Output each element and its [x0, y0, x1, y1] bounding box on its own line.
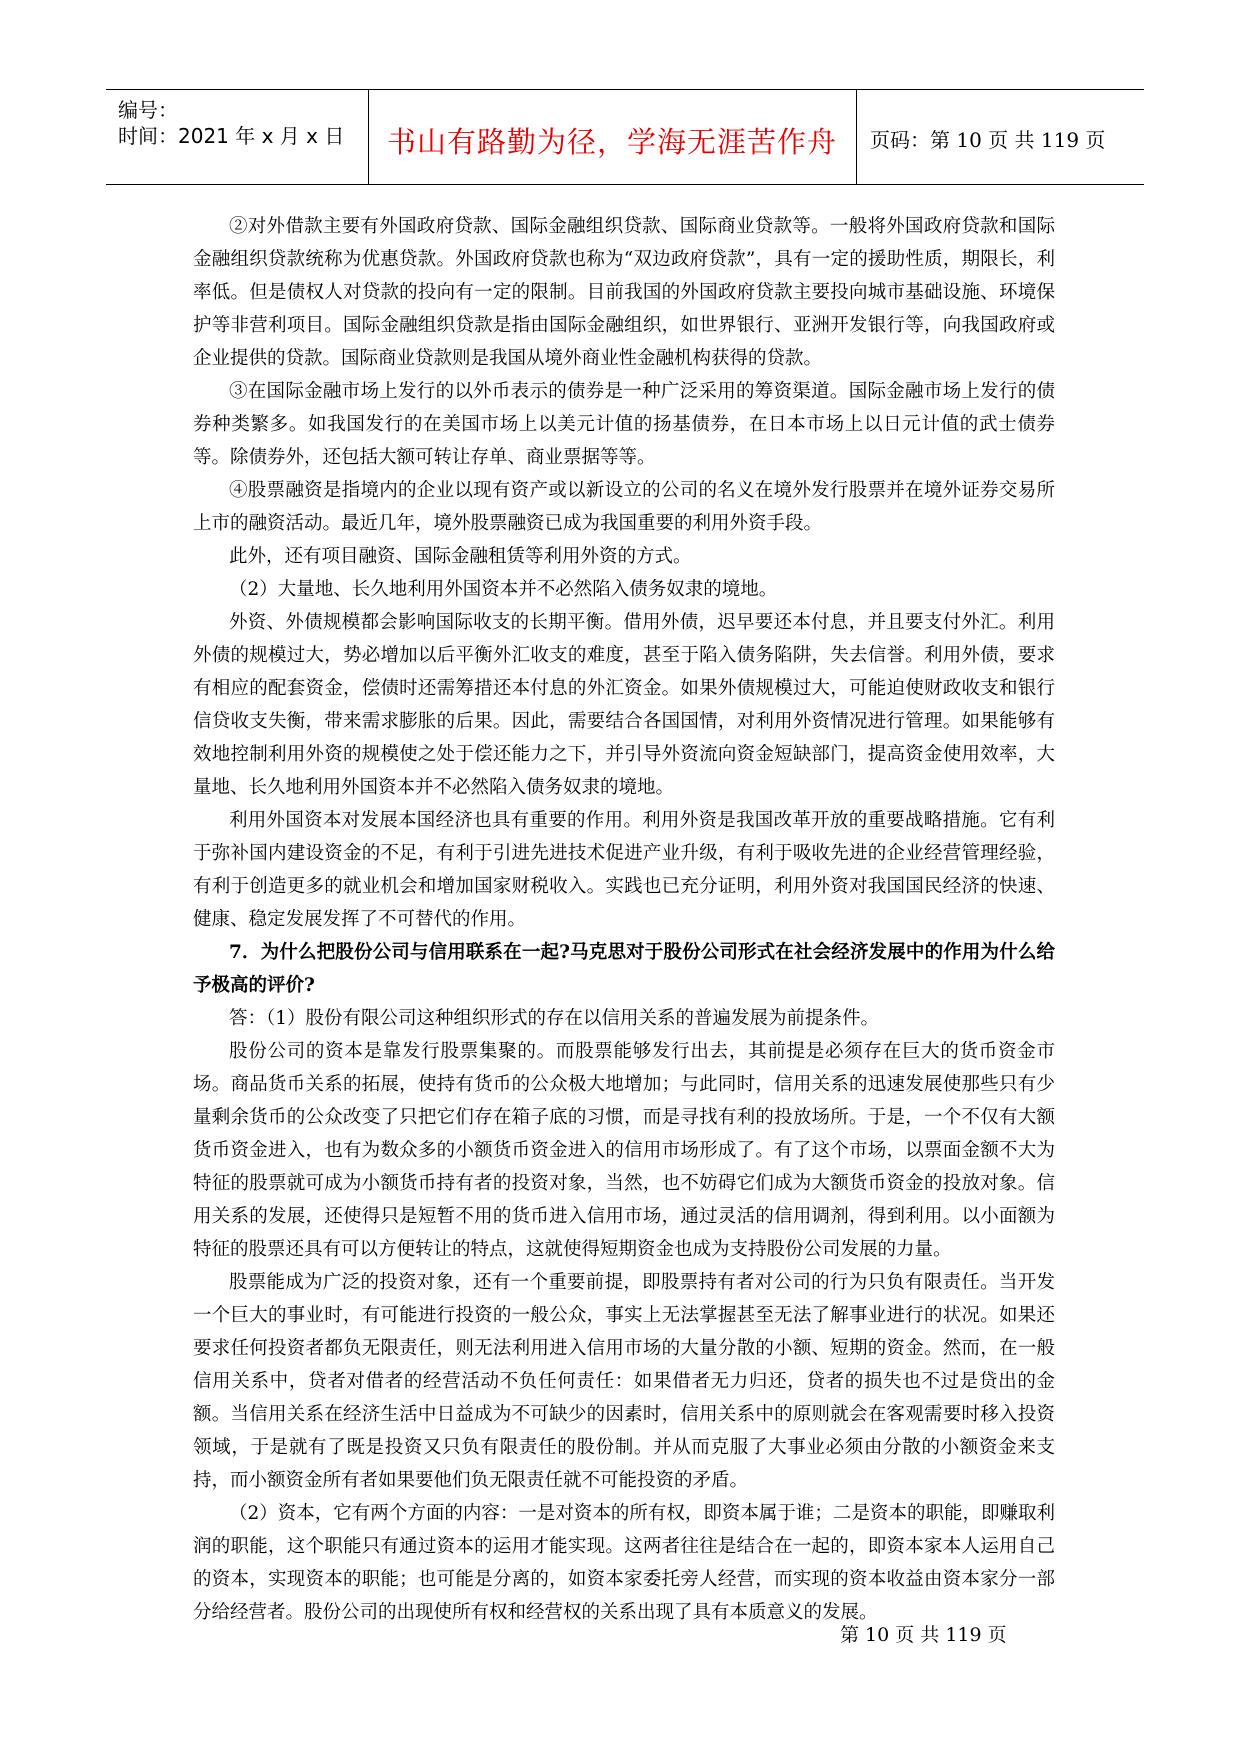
header-left-cell: [106, 90, 369, 184]
paragraph: 外资、外债规模都会影响国际收支的长期平衡。借用外债，迟早要还本付息，并且要支付外汇。利用外债的规模过大，势必增加以后平衡外汇收支的难度，甚至于陷入债务陷阱，失去信誉。利用外债，要求有相应的配套资金，偿债时还需筹措还本付息的外汇资金。如果外债规模过大，可能迫使财政收支和银行信贷收支失衡，带来需求膨胀的后果。因此，需要结合各国国情，对利用外资情况进行管理。如果能够有效地控制利用外资的规模使之处于偿还能力之下，并引导外资流向资金短缺部门，提高资金使用效率，大量地、长久地利用外国资本并不必然陷入债务奴隶的境地。: [193, 612, 1055, 798]
header-motto: 书山有路勤为径，学海无涯苦作舟: [386, 125, 837, 159]
paragraph: 股票能成为广泛的投资对象，还有一个重要前提，即股票持有者对公司的行为只负有限责任。当开发一个巨大的事业时，有可能进行投资的一般公众，事实上无法掌握甚至无法了解事业进行的状况。如果还要求任何投资者都负无限责任，则无法利用进入信用市场的大量分散的小额、短期的资金。然而，在一般信用关系中，贷者对借者的经营活动不负任何责任：如果借者无力归还，贷者的损失也不过是贷出的金额。当信用关系在经济生活中日益成为不可缺少的因素时，信用关系中的原则就会在客观需要时移入投资领域，于是就有了既是投资又只负有限责任的股份制。并从而克服了大事业必须由分散的小额资金来支持，而小额资金所有者如果要他们负无限责任就不可能投资的矛盾。: [193, 1272, 1055, 1491]
paragraph: ④股票融资是指境内的企业以现有资产或以新设立的公司的名义在境外发行股票并在境外证券交易所上市的融资活动。最近几年，境外股票融资已成为我国重要的利用外资手段。: [193, 480, 1055, 534]
document-time-label: 时间：2021 年 x 月 x 日: [118, 124, 345, 148]
document-number-label: 编号：: [118, 98, 178, 122]
document-body: [193, 210, 1055, 1629]
paragraph: 此外，还有项目融资、国际金融租赁等利用外资的方式。: [229, 546, 692, 567]
header-page-code: 页码：第 10 页 共 119 页: [870, 128, 1106, 152]
header-middle-cell: [368, 90, 857, 184]
paragraph: （2）大量地、长久地利用外国资本并不必然陷入债务奴隶的境地。: [229, 579, 778, 600]
paragraph: ②对外借款主要有外国政府贷款、国际金融组织贷款、国际商业贷款等。一般将外国政府贷款和国际金融组织贷款统称为优惠贷款。外国政府贷款也称为“双边政府贷款”，具有一定的援助性质，期限长，利率低。但是债权人对贷款的投向有一定的限制。目前我国的外国政府贷款主要投向城市基础设施、环境保护等非营利项目。国际金融组织贷款是指由国际金融组织，如世界银行、亚洲开发银行等，向我国政府或企业提供的贷款。国际商业贷款则是我国从境外商业性金融机构获得的贷款。: [193, 216, 1055, 369]
paragraph: 股份公司的资本是靠发行股票集聚的。而股票能够发行出去，其前提是必须存在巨大的货币资金市场。商品货币关系的拓展，使持有货币的公众极大地增加；与此同时，信用关系的迅速发展使那些只有少量剩余货币的公众改变了只把它们存在箱子底的习惯，而是寻找有利的投放场所。于是，一个不仅有大额货币资金进入，也有为数众多的小额货币资金进入的信用市场形成了。有了这个市场，以票面金额不大为特征的股票就可成为小额货币持有者的投资对象，当然，也不妨碍它们成为大额货币资金的投放对象。信用关系的发展，还使得只是短暂不用的货币进入信用市场，通过灵活的信用调剂，得到利用。以小面额为特征的股票还具有可以方便转让的特点，这就使得短期资金也成为支持股份公司发展的力量。: [193, 1041, 1055, 1260]
page-header: [106, 89, 1144, 185]
paragraph: 利用外国资本对发展本国经济也具有重要的作用。利用外资是我国改革开放的重要战略措施。它有利于弥补国内建设资金的不足，有利于引进先进技术促进产业升级，有利于吸收先进的企业经营管理经验，有利于创造更多的就业机会和增加国家财税收入。实践也已充分证明，利用外资对我国国民经济的快速、健康、稳定发展发挥了不可替代的作用。: [193, 810, 1055, 930]
header-right-cell: [856, 90, 1144, 184]
question-heading: 7．为什么把股份公司与信用联系在一起?马克思对于股份公司形式在社会经济发展中的作用为什么给予极高的评价?: [193, 942, 1055, 996]
paragraph: ③在国际金融市场上发行的以外币表示的债券是一种广泛采用的筹资渠道。国际金融市场上发行的债券种类繁多。如我国发行的在美国市场上以美元计值的扬基债券，在日本市场上以日元计值的武士债券等。除债券外，还包括大额可转让存单、商业票据等等。: [193, 381, 1055, 468]
paragraph: 答：（1）股份有限公司这种组织形式的存在以信用关系的普遍发展为前提条件。: [229, 1008, 880, 1029]
page-footer: 第 10 页 共 119 页: [840, 1624, 1007, 1646]
paragraph: （2）资本，它有两个方面的内容：一是对资本的所有权，即资本属于谁；二是资本的职能，即赚取利润的职能，这个职能只有通过资本的运用才能实现。这两者往往是结合在一起的，即资本家本人运用自己的资本，实现资本的职能；也可能是分离的，如资本家委托旁人经营，而实现的资本收益由资本家分一部分给经营者。股份公司的出现使所有权和经营权的关系出现了具有本质意义的发展。: [193, 1503, 1055, 1623]
